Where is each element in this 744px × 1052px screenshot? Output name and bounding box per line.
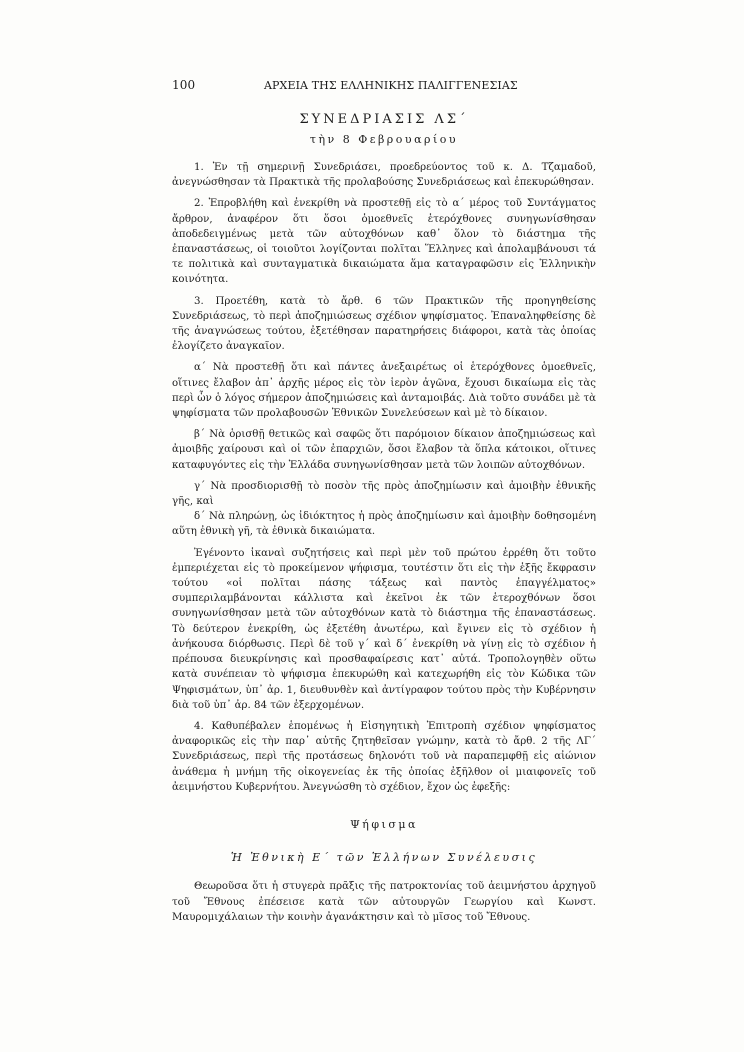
paragraph-1: 1. Ἐν τῇ σημερινῇ Συνεδριάσει, προεδρεύοντος τοῦ κ. Δ. Τζαμαδοῦ, ἀνεγνώσθησαν τὰ Πρακτικὰ τῆς προλαβούσης Συνεδριάσεως καὶ ἐπεκυρώθησαν. — [172, 162, 596, 189]
discussion-paragraph: Ἐγένοντο ἱκαναὶ συζητήσεις καὶ περὶ μὲν τοῦ πρώτου ἐρρέθη ὅτι τοῦτο ἐμπεριέχεται εἰς τὸ προκείμενον ψήφισμα, τουτέστιν ὅτι εἰς τὴν ἑξῆς ἔκφρασιν τούτου «οἱ πολῖται πάσης τάξεως καὶ παντὸς ἐπαγγέλματος» συμπεριλαμβάνονται κάλλιστα καὶ ἐκεῖνοι ἐκ τῶν ἑτεροχθόνων ὅσοι συνηγωνίσθησαν μετὰ τῶν αὐτοχθόνων κατὰ τὸ διάστημα τῆς ἐπαναστάσεως. Τὸ δεύτερον ἐνεκρίθη, ὡς ἐξετέθη ἀνωτέρω, καὶ ἔγινεν εἰς τὸ σχέδιον ἡ ἀνήκουσα διόρθωσις. Περὶ δὲ τοῦ γ΄ καὶ δ΄ ἐνεκρίθη νὰ γίνῃ εἰς τὸ σχέδιον ἡ πρέπουσα διευκρίνησις καὶ προσθαφαίρεσις κατ᾿ αὐτά. Τροπολογηθὲν οὕτω κατὰ συνέπειαν τὸ ψήφισμα ἐπεκυρώθη καὶ κατεχωρήθη εἰς τὸν Κώδικα τῶν Ψηφισμάτων, ὑπ᾿ ἀρ. 1, διευθυνθὲν καὶ ἀντίγραφον τούτου πρὸς τὴν Κυβέρνησιν διὰ τοῦ ὑπ᾿ ἀρ. 84 τῶν ἐξερχομένων. — [172, 547, 596, 711]
document-body — [172, 160, 596, 925]
decree-text: Θεωροῦσα ὅτι ἡ στυγερὰ πρᾶξις τῆς πατροκτονίας τοῦ ἀειμνήστου ἀρχηγοῦ τοῦ Ἔθνους ἐπέσεισε κατὰ τῶν αὐτουργῶν Γεωργίου καὶ Κωνστ. Μαυρομιχάλαιων τὴν κοινὴν ἀγανάκτησιν καὶ τὸ μῖσος τοῦ Ἔθνους. — [172, 881, 596, 923]
page-number: 100 — [172, 78, 196, 92]
item-alpha: α΄ Νὰ προστεθῇ ὅτι καὶ πάντες ἀνεξαιρέτως οἱ ἑτερόχθονες ὁμοεθνεῖς, οἵτινες ἔλαβον ἀπ᾿ ἀρχῆς μέρος εἰς τὸν ἱερὸν ἀγῶνα, ἔχουσι δικαίωμα εἰς τὰς περὶ ὧν ὁ λόγος σήμερον ἀποζημιώσεις καὶ ἀνταμοιβάς. Διὰ τοῦτο συνάδει μὲ τὰ ψηφίσματα τῶν προλαβουσῶν Ἐθνικῶν Συνελεύσεων καὶ μὲ τὸ δίκαιον. — [172, 362, 596, 420]
item-delta: δ΄ Νὰ πληρώνῃ, ὡς ἰδιόκτητος ἡ πρὸς ἀποζημίωσιν καὶ ἀμοιβὴν δοθησομένη αὕτη ἐθνικὴ γῆ, τὰ ἐθνικὰ δικαιώματα. — [172, 511, 596, 538]
running-title: ΑΡΧΕΙΑ ΤΗΣ ΕΛΛΗΝΙΚΗΣ ΠΑΛΙΓΓΕΝΕΣΙΑΣ — [264, 79, 518, 92]
paragraph-4: 4. Καθυπέβαλεν ἑπομένως ἡ Εἰσηγητικὴ Ἐπιτροπὴ σχέδιον ψηφίσματος ἀναφορικῶς εἰς τὴν παρ᾿ αὐτῆς ζητηθεῖσαν γνώμην, κατὰ τὸ ἄρθ. 2 τῆς ΛΓ΄ Συνεδριάσεως, περὶ τῆς προτάσεως δηλονότι τοῦ νὰ παραπεμφθῇ εἰς αἰώνιον ἀνάθεμα ἡ μνήμη τῆς οἰκογενείας ἐκ τῆς ὁποίας ἐξῆλθον οἱ μιαιφονεῖς τοῦ ἀειμνήστου Κυβερνήτου. Ἀνεγνώσθη τὸ σχέδιον, ἔχον ὡς ἐφεξῆς: — [172, 720, 596, 793]
session-title: ΣΥΝΕΔΡΙΑΣΙΣ ΛΣ΄ — [299, 112, 469, 127]
paragraph-2: 2. Ἐπροβλήθη καὶ ἐνεκρίθη νὰ προστεθῇ εἰς τὸ α΄ μέρος τοῦ Συντάγματος ἄρθρον, ἀναφέρον ὅτι ὅσοι ὁμοεθνεῖς ἑτερόχθονες συνηγωνίσθησαν ἀποδεδειγμένως μετὰ τῶν αὐτοχθόνων καθ᾿ ὅλον τὸ διάστημα τῆς ἐπαναστάσεως, οἱ τοιοῦτοι λογίζονται πολῖται Ἕλληνες καὶ ἀπολαμβάνουσι τά τε πολιτικὰ καὶ συνταγματικὰ δικαιώματα ἅμα καταγραφῶσιν εἰς Ἑλληνικὴν κοινότητα. — [172, 198, 596, 286]
item-gamma: γ΄ Νὰ προσδιορισθῇ τὸ ποσὸν τῆς πρὸς ἀποζημίωσιν καὶ ἀμοιβὴν ἐθνικῆς γῆς, καὶ — [172, 480, 596, 508]
session-date: τὴν 8 Φεβρουαρίου — [309, 133, 459, 146]
page-header — [172, 78, 596, 100]
paragraph-3: 3. Προετέθη, κατὰ τὸ ἄρθ. 6 τῶν Πρακτικῶν τῆς προηγηθείσης Συνεδριάσεως, τὸ περὶ ἀποζημιώσεως σχέδιον ψηφίσματος. Ἐπαναληφθείσης δὲ τῆς ἀναγνώσεως τούτου, ἐξετέθησαν παρατηρήσεις διάφοροι, κατὰ τὰς ὁποίας ἐλογίζετο ἀναγκαῖον. — [172, 295, 596, 353]
assembly-heading: Ἡ Ἐθνικὴ Ε΄ τῶν Ἑλλήνων Συνέλευσις — [230, 851, 538, 865]
decree-heading: Ψήφισμα — [350, 817, 418, 831]
item-beta: β΄ Νὰ ὁρισθῇ θετικῶς καὶ σαφῶς ὅτι παρόμοιον δίκαιον ἀποζημιώσεως καὶ ἀμοιβῆς χαίρουσι καὶ οἱ τῶν ἐπαρχιῶν, ὅσοι ἔλαβον τὰ ὅπλα κάτοικοι, οἵτινες καταφυγόντες εἰς τὴν Ἑλλάδα συνηγωνίσθησαν μετὰ τῶν λοιπῶν αὐτοχθόνων. — [172, 429, 596, 471]
document-page — [172, 78, 596, 931]
